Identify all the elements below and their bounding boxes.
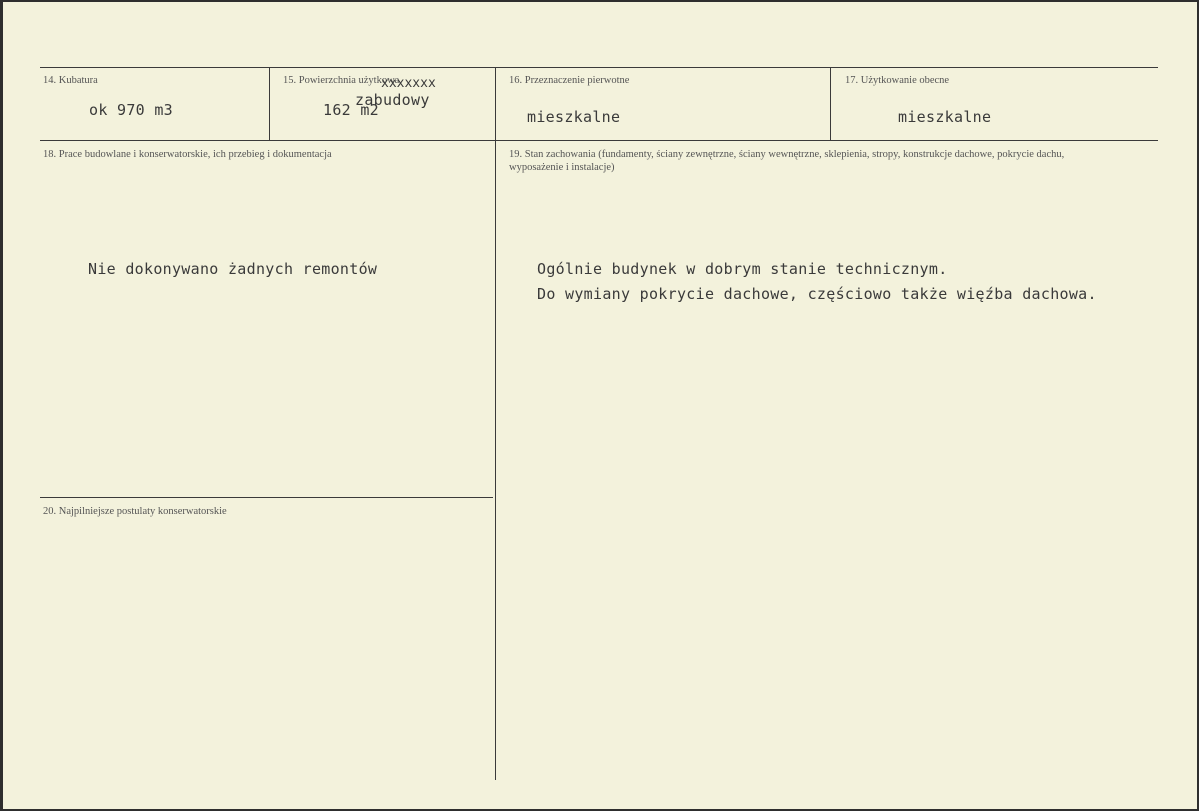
field-20-label: 20. Najpilniejsze postulaty konserwatorskie — [43, 506, 227, 517]
inventory-card — [3, 2, 1197, 809]
field-18-value: Nie dokonywano żadnych remontów — [88, 260, 378, 278]
field-15-label: 15. Powierzchnia użytkowa — [283, 75, 400, 86]
field-15-overstrike: xxxxxxx — [381, 76, 436, 91]
field-17-label: 17. Użytkowanie obecne — [845, 75, 950, 86]
field-19-label: 19. Stan zachowania (fundamenty, ściany zewnętrzne, ściany wewnętrzne, sklepienia, stropy, konstrukcje dachowe, pokrycie dachu, wyposażenie i instalacje) — [509, 149, 1065, 173]
field-15-value: 162 m2 — [323, 101, 379, 119]
section-divider — [40, 497, 493, 498]
field-16-label: 16. Przeznaczenie pierwotne — [509, 75, 630, 86]
field-14-value: ok 970 m3 — [89, 101, 173, 119]
field-19-line-1: Ogólnie budynek w dobrym stanie technicznym. — [537, 260, 948, 278]
column-divider-1 — [269, 68, 270, 140]
field-19-line-2: Do wymiany pokrycie dachowe, częściowo także więźba dachowa. — [537, 285, 1097, 303]
top-rule — [40, 67, 1158, 68]
column-divider-3 — [830, 68, 831, 140]
field-14-label: 14. Kubatura — [43, 75, 98, 86]
field-15-correction: zabudowy — [355, 91, 430, 109]
row-divider — [40, 140, 1158, 141]
field-17-value: mieszkalne — [898, 108, 992, 126]
field-18-label: 18. Prace budowlane i konserwatorskie, ich przebieg i dokumentacja — [43, 149, 332, 160]
column-divider-2 — [495, 68, 496, 780]
field-16-value: mieszkalne — [527, 108, 621, 126]
